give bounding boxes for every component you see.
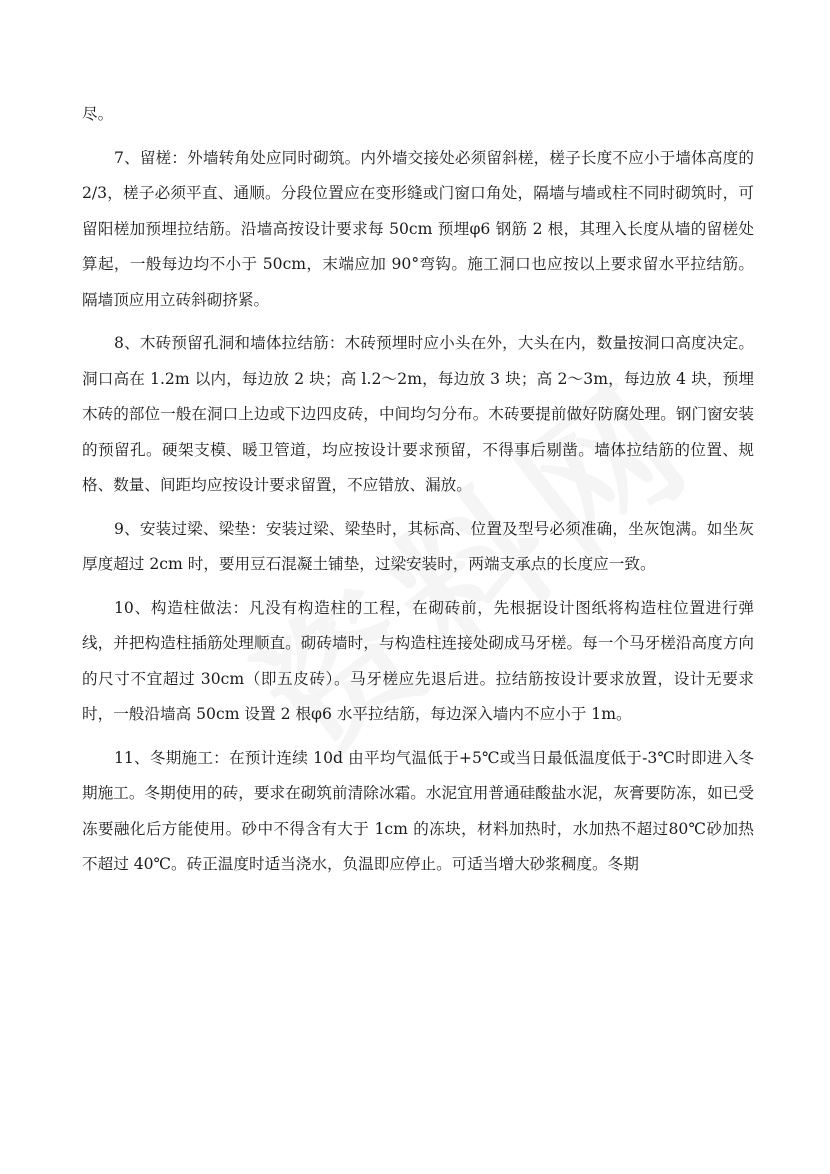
paragraph-item-10: 10、构造柱做法：凡没有构造柱的工程，在砌砖前，先根据设计图纸将构造柱位置进行弹线，并把构造柱插筋处理顺直。砌砖墙时，与构造柱连接处砌成马牙槎。每一个马牙槎沿高度方向的尺寸不宜超过 30cm（即五皮砖）。马牙槎应先退后进。拉结筋按设计要求放置，设计无要求时，一般沿墙高 50cm 设置 2 根φ6 水平拉结筋，每边深入墙内不应小于 1m。 bbox=[82, 598, 754, 723]
paragraph-item-8: 8、木砖预留孔洞和墙体拉结筋：木砖预埋时应小头在外，大头在内，数量按洞口高度决定。洞口高在 1.2m 以内，每边放 2 块；高 l.2～2m，每边放 3 块；高 2～3m，每边放 4 块，预埋木砖的部位一般在洞口上边或下边四皮砖，中间均匀分布。木砖要提前做好防腐处理。钢门窗安装的预留孔。硬架支模、暖卫管道，均应按设计要求预留，不得事后剔凿。墙体拉结筋的位置、规格、数量、间距均应按设计要求留置，不应错放、漏放。 bbox=[82, 334, 754, 494]
paragraph-item-11: 11、冬期施工：在预计连续 10d 由平均气温低于+5℃或当日最低温度低于-3℃时即进入冬期施工。冬期使用的砖，要求在砌筑前清除冰霜。水泥宜用普通硅酸盐水泥，灰膏要防冻，如已受冻要融化后方能使用。砂中不得含有大于 1cm 的冻块，材料加热时，水加热不超过80℃砂加热不超过 40℃。砖正温度时适当浇水，负温即应停止。可适当增大砂浆稠度。冬期 bbox=[82, 748, 754, 873]
paragraph-item-7: 7、留槎：外墙转角处应同时砌筑。内外墙交接处必须留斜槎，槎子长度不应小于墙体高度的 2/3，槎子必须平直、通顺。分段位置应在变形缝或门窗口角处，隔墙与墙或柱不同时砌筑时，可留阳槎加预埋拉结筋。沿墙高按设计要求每 50cm 预埋φ6 钢筋 2 根，其理入长度从墙的留槎处算起，一般每边均不小于 50cm，末端应加 90°弯钩。施工洞口也应按以上要求留水平拉结筋。隔墙顶应用立砖斜砌挤紧。 bbox=[82, 148, 754, 309]
paragraph-item-9: 9、安装过梁、梁垫：安装过梁、梁垫时，其标高、位置及型号必须准确，坐灰饱满。如坐灰厚度超过 2cm 时，要用豆石混凝土铺垫，过梁安装时，两端支承点的长度应一致。 bbox=[82, 519, 754, 573]
document-page bbox=[82, 97, 754, 891]
paragraph-continuation: 尽。 bbox=[82, 105, 114, 123]
